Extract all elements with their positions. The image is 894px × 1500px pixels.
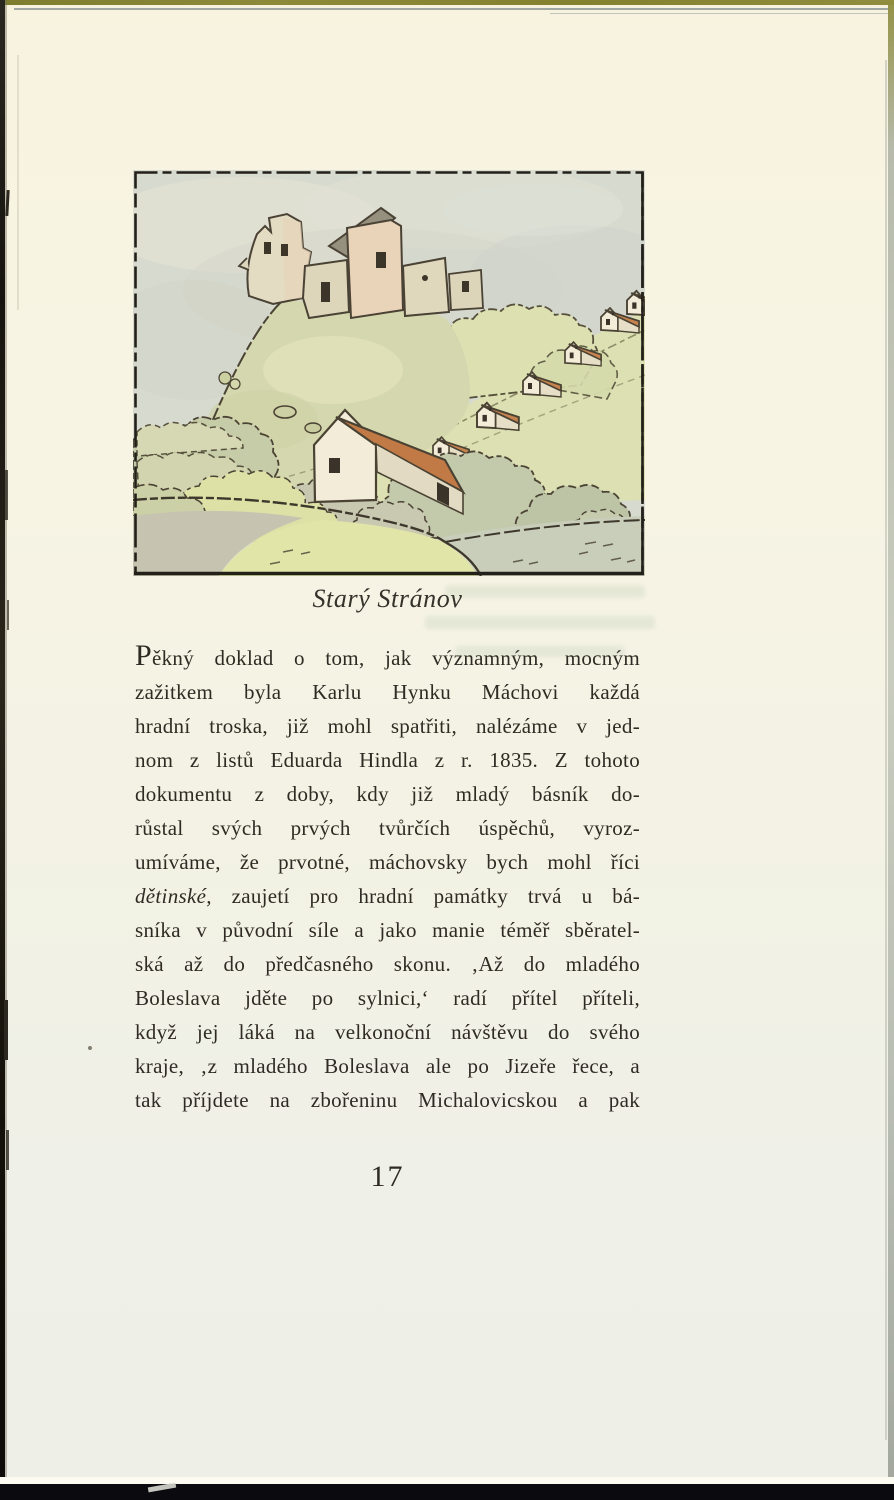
text-line: když jej láká na velkonoční návštěvu do svého: [135, 1020, 640, 1044]
text-line: růstal svých prvých tvůrčích úspěchů, vyroz-: [135, 816, 640, 840]
scan-mark: [5, 190, 9, 216]
scan-top-line-2: [550, 13, 889, 14]
scan-right-edge: [888, 3, 894, 1485]
scan-right-edge-line: [885, 60, 887, 1440]
scan-mark: [4, 1000, 8, 1060]
text-line: dětinské, zaujetí pro hradní památky trvá u bá-: [135, 884, 640, 908]
figure-caption: Starý Stránov: [312, 584, 463, 613]
text-line: hradní troska, již mohl spatřiti, nalézáme v jed-: [135, 714, 640, 738]
text-line: kraje, ‚z mladého Boleslava ale po Jizeře řece, a: [135, 1054, 640, 1078]
scan-mark: [5, 470, 8, 520]
body-text: [135, 641, 640, 1117]
scan-left-sliver: [5, 0, 7, 1500]
text-line: Pěkný doklad o tom, jak významným, mocným: [135, 639, 640, 672]
text-line: tak příjdete na zbořeninu Michalovicskou a pak: [135, 1088, 640, 1112]
figure: [133, 170, 645, 576]
text-line: dokumentu z doby, kdy již mladý básník do-: [135, 782, 640, 806]
page-crease: [17, 55, 19, 310]
text-line: umíváme, že prvotné, máchovsky bych mohl říci: [135, 850, 640, 874]
ink-speck: [88, 1046, 92, 1050]
text-line: Boleslava jděte po sylnici,‘ radí přítel příteli,: [135, 986, 640, 1010]
illustration-stary-stranov-castle: [133, 170, 645, 576]
page-number: 17: [370, 1160, 405, 1193]
text-line: sníka v původní síle a jako manie téměř sběratel-: [135, 918, 640, 942]
scan-mark: [6, 1130, 9, 1170]
text-line: nom z listů Eduarda Hindla z r. 1835. Z tohoto: [135, 748, 640, 772]
scan-top-edge: [0, 0, 894, 5]
scan-top-line: [14, 8, 889, 10]
drop-cap: P: [135, 639, 152, 672]
text-line: zažitkem byla Karlu Hynku Máchovi každá: [135, 680, 640, 704]
scan-bottom-edge: [0, 1484, 894, 1500]
text-line: ská až do předčasného skonu. ‚Až do mladého: [135, 952, 640, 976]
scan-mark: [7, 600, 9, 630]
italic-word: dětinské,: [135, 884, 212, 908]
show-through: [425, 616, 655, 629]
